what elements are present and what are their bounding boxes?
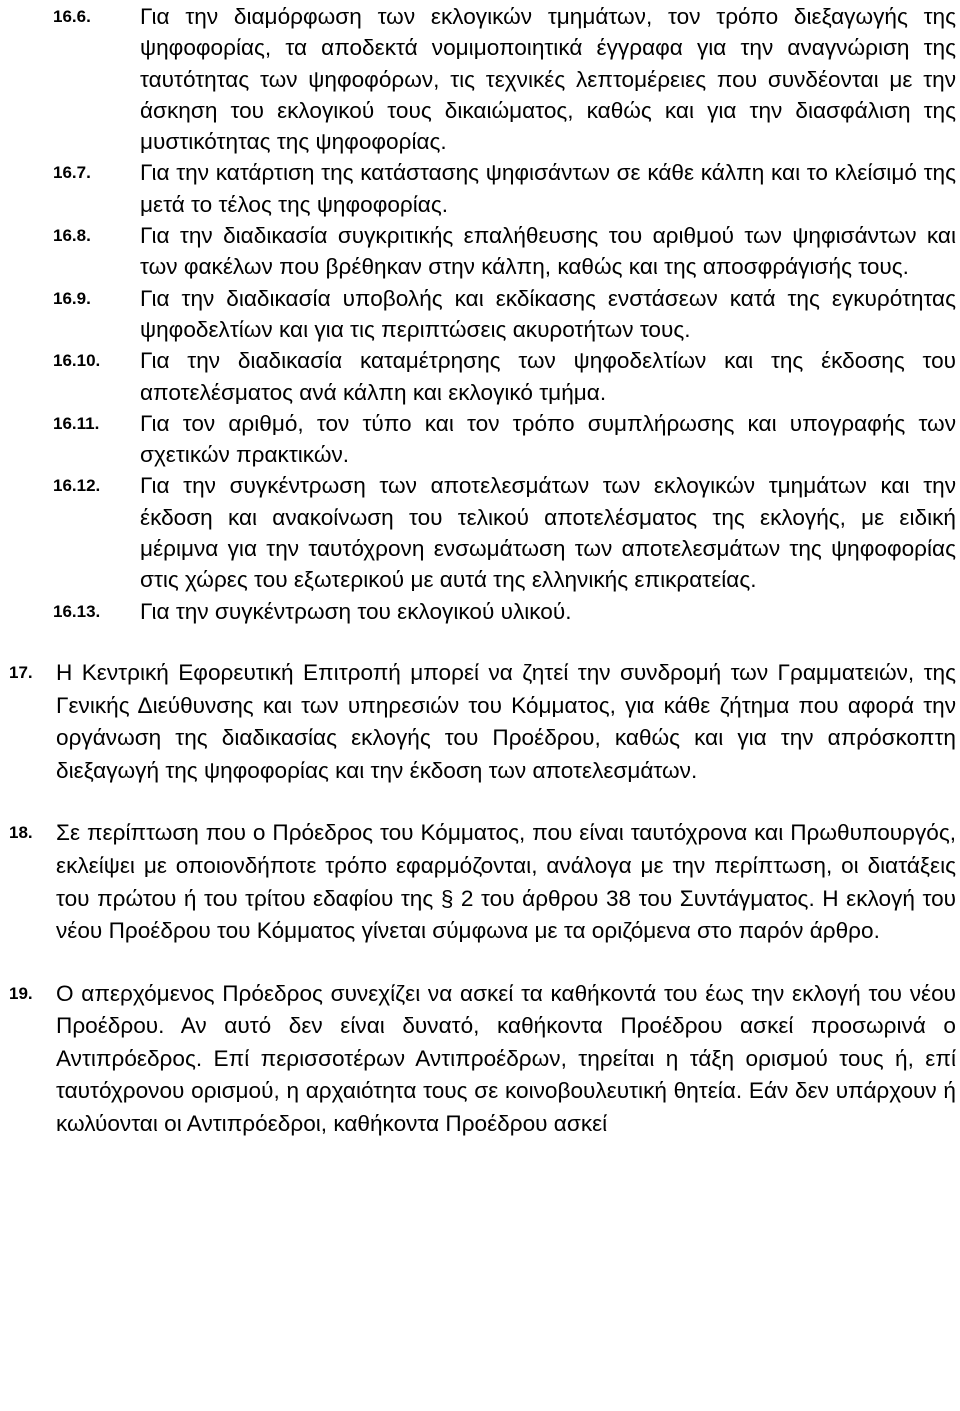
paragraph-16-12	[0, 470, 960, 595]
paragraph-number: 16.7.	[53, 163, 91, 183]
paragraph-text: Για τον αριθμό, τον τύπο και τον τρόπο συμπλήρωσης και υπογραφής των σχετικών πρακτικών.	[140, 410, 956, 468]
section-number: 17.	[9, 662, 33, 682]
section-number: 18.	[9, 823, 33, 843]
paragraph-number: 16.12.	[53, 476, 101, 496]
section-text: Σε περίπτωση που ο Πρόεδρος του Κόμματος, που είναι ταυτόχρονα και Πρωθυπουργός, εκλείψει με οποιονδήποτε τρόπο εφαρμόζονται, ανάλογα με την περίπτωση, οι διατάξεις του πρώτου ή του τρίτου εδαφίου της § 2 του άρθρου 38 του Συντάγματος. Η εκλογή του νέου Προέδρου του Κόμματος γίνεται σύμφωνα με τα οριζόμενα στο παρόν άρθρο.	[56, 820, 956, 944]
paragraph-16-6	[0, 1, 960, 157]
paragraph-text: Για την συγκέντρωση των αποτελεσμάτων των εκλογικών τμημάτων και την έκδοση και ανακοίνωση του τελικού αποτελέσματος της εκλογής, με ειδική μέριμνα για την ταυτόχρονη ενσωμάτωση των αποτελεσμάτων της ψηφοφορίας στις χώρες του εξωτερικού με αυτά της ελληνικής επικρατείας.	[140, 473, 956, 593]
paragraph-16-8	[0, 220, 960, 283]
paragraph-number: 16.11.	[53, 413, 100, 433]
paragraph-text: Για την διαδικασία συγκριτικής επαλήθευσης του αριθμού των ψηφισάντων και των φακέλων που βρέθηκαν στην κάλπη, καθώς και της αποσφράγισής τους.	[140, 223, 956, 280]
paragraph-16-9	[0, 283, 960, 346]
paragraph-number: 16.10.	[53, 351, 101, 371]
paragraph-number: 16.8.	[53, 226, 91, 246]
section-text: Ο απερχόμενος Πρόεδρος συνεχίζει να ασκεί τα καθήκοντά του έως την εκλογή του νέου Προέδρου. Αν αυτό δεν είναι δυνατό, καθήκοντα Προέδρου ασκεί προσωρινά ο Αντιπρόεδρος. Επί περισσοτέρων Αντιπροέδρων, τηρείται η τάξη ορισμού τους ή, επί ταυτόχρονου ορισμού, η αρχαιότητα τους σε κοινοβουλευτική θητεία. Εάν δεν υπάρχουν ή κωλύονται οι Αντιπρόεδροι, καθήκοντα Προέδρου ασκεί	[56, 980, 956, 1137]
section-19	[0, 978, 960, 1141]
paragraph-number: 16.6.	[53, 7, 91, 26]
paragraph-number: 16.13.	[53, 601, 101, 621]
paragraph-text: Για την συγκέντρωση του εκλογικού υλικού.	[140, 598, 572, 624]
section-17	[0, 657, 960, 787]
paragraph-16-11	[0, 408, 960, 471]
paragraph-16-13	[0, 596, 960, 627]
paragraph-text: Για την διαδικασία καταμέτρησης των ψηφοδελτίων και της έκδοσης του αποτελέσματος ανά κάλπη και εκλογικό τμήμα.	[140, 348, 956, 405]
paragraph-text: Για την διαμόρφωση των εκλογικών τμημάτων, τον τρόπο διεξαγωγής της ψηφοφορίας, τα αποδεκτά νομιμοποιητικά έγγραφα για την αναγνώριση της ταυτότητας των ψηφοφόρων, τις τεχνικές λεπτομέρειες που συνδέονται με την άσκηση του εκλογικού τους δικαιώματος, καθώς και για την διασφάλιση της μυστικότητας της ψηφοφορίας.	[140, 4, 956, 155]
section-18	[0, 817, 960, 947]
paragraph-text: Για την διαδικασία υποβολής και εκδίκασης ενστάσεων κατά της εγκυρότητας ψηφοδελτίων και για τις περιπτώσεις ακυροτήτων τους.	[140, 285, 956, 342]
section-number: 19.	[9, 983, 33, 1003]
paragraph-16-10	[0, 345, 960, 408]
section-text: Η Κεντρική Εφορευτική Επιτροπή μπορεί να ζητεί την συνδρομή των Γραμματειών, της Γενικής Διεύθυνσης και των υπηρεσιών του Κόμματος, για κάθε ζήτημα που αφορά την οργάνωση της διαδικασίας εκλογής του Προέδρου, καθώς και για την απρόσκοπτη διεξαγωγή της ψηφοφορίας και την έκδοση των αποτελεσμάτων.	[56, 659, 956, 783]
paragraph-16-7	[0, 157, 960, 220]
paragraph-number: 16.9.	[53, 288, 91, 308]
paragraph-text: Για την κατάρτιση της κατάστασης ψηφισάντων σε κάθε κάλπη και το κλείσιμό της μετά το τέλος της ψηφοφορίας.	[140, 160, 956, 217]
